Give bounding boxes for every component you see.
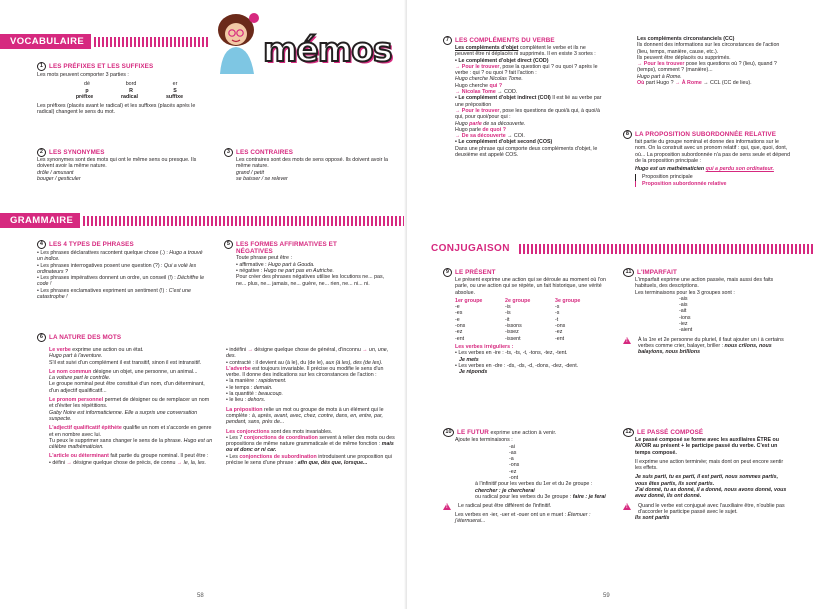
subheading: Les compléments circonstanciels (CC)	[637, 36, 735, 42]
subheading: • Le complément d'objet second (COS)	[455, 139, 553, 146]
ending: -it	[505, 316, 510, 323]
definition: relie un mot ou groupe de mots à un élément qui le complète :	[226, 406, 384, 419]
section-number: 2	[37, 148, 46, 157]
definition: , pose les questions de quoi/à qui, à quoi/à qui, pour quoi/pour qui :	[455, 107, 600, 121]
list-item: • le lieu :	[226, 397, 248, 404]
definition: est toujours invariable. Il précise ou modifie le sens d'un verbe. Il donne des indications sur les circonstances de l'action :	[226, 365, 384, 379]
word-part: bord	[125, 81, 137, 88]
section-heading	[37, 333, 212, 342]
banner-label: GRAMMAIRE	[0, 213, 80, 228]
example: Hugo	[455, 120, 470, 127]
banner-label: CONJUGAISON	[431, 241, 516, 256]
term: parle	[469, 120, 482, 127]
list-item: introduisent une proposition qui précise le sens d'une phrase :	[226, 453, 392, 467]
term: de quoi ?	[482, 126, 506, 133]
section-title: LE PRÉSENT	[455, 269, 496, 276]
banner-stripe	[83, 216, 406, 226]
list-item: • Les phrases exclamatives expriment un sentiment (!) :	[37, 287, 169, 294]
right-page	[407, 0, 813, 609]
endings-table	[455, 304, 613, 342]
definition: sont des mots invariables.	[269, 428, 333, 435]
section-types-phrases	[37, 240, 209, 300]
definition: Le présent exprime une action qui se déroule au moment où l'on parle, ou une action qui se répète, un fait historique, une vérité absolue.	[455, 277, 606, 296]
ending: -ai	[509, 443, 515, 450]
section-number: 10	[443, 428, 454, 437]
ending: -ais	[679, 302, 688, 309]
subheading: • Le complément d'objet indirect (COI)	[455, 95, 551, 102]
definition: Le passé composé se forme avec les auxiliaires ÊTRE ou AVOIR au présent + le participe passé du verbe. C'est un temps composé.	[635, 437, 779, 456]
section-nature-mots	[37, 333, 212, 342]
arrow-icon: →	[455, 133, 462, 140]
definition: ou radical pour les verbes du 3e groupe :	[475, 493, 573, 500]
example: se baisser / se relever	[236, 175, 288, 182]
section-heading	[37, 240, 209, 249]
example: demain.	[253, 384, 273, 391]
ending: -e	[455, 316, 460, 323]
section-title: L'IMPARFAIT	[637, 269, 677, 276]
list-item: • Les 7	[226, 434, 244, 441]
example: Hugo parle	[455, 126, 483, 133]
word-part: er	[172, 81, 178, 88]
section-imparfait	[623, 268, 789, 356]
section-number: 6	[37, 333, 46, 342]
part-name: radical	[120, 93, 139, 100]
term: → À Rome	[674, 80, 702, 87]
example: nous crîions, nous balayions, nous brillions	[638, 342, 772, 356]
section-text: Toute phrase peut être :	[236, 255, 292, 262]
example: beaucoup.	[258, 391, 283, 398]
example: Étemuer : j'éternuerai...	[455, 512, 591, 525]
ending: -is	[505, 310, 511, 317]
section-number: 12	[623, 428, 634, 437]
definition: Tu peux le supprimer sans changer le sens de la phrase.	[49, 437, 184, 444]
group-header: 3e groupe	[555, 297, 581, 304]
arrow-icon: →	[455, 63, 462, 70]
section-passe-compose	[623, 428, 791, 522]
example: aux (à les), des (de les).	[325, 359, 383, 366]
example-highlight: qui a perdu son ordinateur.	[705, 166, 774, 173]
definition: Ils peuvent être déplacés ou supprimés.	[637, 54, 731, 61]
example: rapidement.	[258, 378, 287, 385]
ending: -ent	[555, 335, 565, 342]
list-item: • affirmative :	[236, 261, 269, 268]
list-item: • Les verbes en -ire : -ts, -ts, -t, -tons, -tez, -tent.	[455, 350, 568, 357]
ending: -aient	[679, 327, 693, 334]
section-title: LES SYNONYMES	[49, 149, 105, 156]
list-item: désigne quelque chose de général, d'inconnu	[252, 347, 363, 353]
example: C'est une catastrophe !	[37, 287, 191, 301]
ending: -ons	[509, 462, 520, 469]
label-subordonnee: Proposition subordonnée relative	[635, 181, 791, 187]
subheading: Les verbes irréguliers :	[455, 343, 514, 350]
example: La voiture part le contrôle.	[49, 375, 111, 382]
list-item: • Les	[226, 453, 240, 460]
ending: -s	[555, 310, 560, 317]
section-number: 11	[623, 268, 634, 277]
section-number: 9	[443, 268, 452, 277]
term: Les compléments d'objet	[455, 45, 519, 51]
section-title: LES CONTRAIRES	[236, 149, 294, 156]
example: drôle / amusant	[37, 169, 74, 176]
definition: Ajoute les terminaisons :	[455, 437, 513, 444]
list-item: • la quantité :	[226, 391, 259, 398]
example: chercher : je chercherai	[475, 487, 535, 494]
section-number: 3	[224, 148, 233, 157]
example: Hugo part à Gouda.	[268, 261, 315, 268]
ending: -ons	[555, 323, 566, 330]
arrow-icon: →	[455, 107, 462, 114]
banner-stripe	[94, 37, 210, 47]
term: Nicolas Tome	[461, 89, 496, 96]
warning-icon	[623, 337, 631, 344]
section-futur	[443, 428, 613, 525]
example: Qui a volé les ordinateurs ?	[37, 262, 197, 275]
ending: -t	[555, 316, 559, 323]
section-heading	[623, 268, 789, 277]
section-complements-verbe	[443, 36, 603, 158]
nature-col-2	[226, 347, 396, 466]
section-title: LES COMPLÉMENTS DU VERBE	[455, 37, 555, 44]
section-contraires	[224, 148, 394, 182]
definition: S'il est suivi d'un complément il est transitif, sinon il est intransitif.	[49, 359, 202, 366]
section-text: Pour créer des phrases négatives utilise les locutions ne... pas, ne... plus, ne... jamais, ne... guère, ne... rien, ne... ni... ni.	[236, 274, 385, 287]
list-item: • négative :	[236, 268, 264, 274]
list-item: • Les verbes en -dre : -ds, -ds, -d, -dons, -dez, -dent.	[455, 362, 579, 369]
endings-col-2	[505, 304, 545, 342]
section-subordonnee-relative	[623, 130, 791, 187]
example: un, une, des.	[226, 347, 389, 360]
label-principale: Proposition principale	[635, 174, 791, 180]
example: à, après, avant, avec, chez, contre, dans, en, entre, par, pendant, sans, près de...	[226, 412, 383, 426]
ending: -es	[455, 310, 463, 317]
list-item: • Les phrases impératives donnent un ordre, un conseil (!) :	[37, 275, 178, 282]
section-title: LES 4 TYPES DE PHRASES	[49, 241, 134, 248]
section-number: 4	[37, 240, 46, 249]
list-item: • contracté : il devient au (à le), du (de le),	[226, 359, 326, 366]
term: Les conjonctions	[226, 428, 270, 435]
definition: Il exprime une action terminée; mais dont on peut encore sentir les effets.	[635, 458, 784, 472]
list-item: • défini	[49, 459, 67, 466]
section-title: LE PASSÉ COMPOSÉ	[637, 429, 704, 436]
warning-icon	[443, 503, 451, 510]
ending: -ez	[509, 468, 517, 475]
ending: -ait	[679, 308, 687, 315]
example: de sa découverte.	[481, 120, 526, 127]
definition: désigne un objet, une personne, un animal...	[91, 368, 198, 375]
banner-grammaire	[0, 213, 406, 228]
term: L'adjectif qualificatif épithète	[49, 425, 122, 432]
subheading: • Le complément d'objet direct (COD)	[455, 57, 549, 64]
example: Hugo est un célèbre mathématicien.	[49, 437, 213, 451]
definition: fait partie du groupe nominal et donne des informations sur le nom. On la construit avec un pronom relatif : qui, que, quoi, dont, où... La proposition subordonnée n'a pas de sens seule et dépend de la proposition principale :	[635, 139, 791, 164]
ending: -ont	[509, 474, 519, 481]
section-title: LES FORMES AFFIRMATIVES ET NÉGATIVES	[236, 241, 337, 256]
term: Pour le trouver	[461, 107, 500, 114]
list-item: • indéfini	[226, 347, 248, 353]
term: conjonctions de coordination	[243, 434, 318, 441]
definition: Dans une phrase qui comporte deux compléments d'objet, le deuxième est appelé COS.	[455, 145, 598, 159]
definition: Les terminaisons pour les 3 groupes sont :	[635, 289, 735, 296]
ending: -ez	[455, 329, 463, 336]
imparfait-endings	[635, 296, 789, 334]
example: Déchiffre le code !	[37, 275, 205, 288]
section-title: LA PROPOSITION SUBORDONNÉE RELATIVE	[635, 131, 776, 138]
group-header: 1er groupe	[455, 297, 483, 304]
list-item: désigne quelque chose de précis, de connu	[71, 459, 177, 466]
example: Je mets	[459, 356, 479, 363]
section-title: LE FUTUR	[457, 429, 489, 436]
section-text: Les mots peuvent comporter 3 parties :	[37, 72, 129, 78]
term: qui ?	[489, 82, 503, 89]
definition: pose les questions où ? (lieu), quand ? (temps), comment ? (manière)...	[637, 61, 777, 74]
term: L'adverbe	[226, 365, 251, 372]
warning-text: Le radical peut être différent de l'infinitif.	[458, 503, 552, 510]
example: le, la, les.	[182, 459, 207, 466]
definition: Il est lié au verbe par une préposition	[455, 95, 602, 108]
example: Hugo a trouvé un indice.	[37, 250, 203, 263]
endings-col-1	[455, 304, 495, 342]
definition: Ils donnent des informations sur les circonstances de l'action (lieu, temps, manière, cause, etc.).	[637, 42, 780, 55]
section-heading	[443, 36, 603, 45]
part-letter: S	[173, 87, 177, 94]
section-heading	[224, 148, 394, 157]
futur-endings	[455, 444, 613, 482]
section-circonstanciels	[637, 36, 787, 86]
term: Le verbe	[49, 347, 71, 353]
section-heading	[623, 428, 791, 437]
term: Le pronom personnel	[49, 397, 104, 404]
page-number: 59	[603, 593, 610, 599]
section-synonymes	[37, 148, 207, 182]
arrow-icon: →	[637, 61, 644, 68]
banner-vocabulaire	[0, 34, 210, 49]
ending: -a	[509, 456, 514, 463]
definition: Les verbes en -ier, -uer et -ouer ont un e muet :	[455, 512, 568, 519]
warning-icon	[623, 503, 631, 510]
definition: permet de désigner ou de remplacer un nom et d'éviter les répétitions.	[49, 397, 210, 410]
page-number: 58	[197, 593, 204, 599]
example: Hugo part à Rome.	[637, 73, 682, 80]
example: Je suis parti, tu es parti, il est parti, nous sommes partis, vous êtes partis, ils sont partis.	[635, 474, 779, 487]
arrow-icon: →	[66, 459, 72, 466]
example: afin que, dès que, lorsque...	[297, 460, 368, 467]
ending: -ons	[455, 323, 466, 330]
ending: -s	[555, 304, 560, 311]
example: dehors.	[247, 397, 266, 404]
section-title: LA NATURE DES MOTS	[49, 334, 122, 341]
example: Ils sont partis	[635, 515, 670, 522]
definition: → CCL (CC de lieu).	[701, 80, 752, 87]
section-prefixes-suffixes	[37, 62, 212, 116]
part-name: préfixe	[75, 93, 94, 100]
section-heading	[37, 62, 212, 71]
term: Le nom commun	[49, 368, 92, 375]
list-item: servent à relier des mots ou des propositions de même nature grammaticale et de même fonction :	[226, 434, 395, 448]
example: faire : je ferai	[572, 493, 606, 500]
arrow-icon: →	[176, 459, 183, 466]
ending: -ais	[679, 295, 688, 302]
ending: -e	[455, 304, 460, 311]
section-number: 1	[37, 62, 46, 71]
mascot-illustration	[212, 10, 262, 74]
term: conjonctions de subordination	[239, 453, 317, 460]
section-heading	[443, 428, 613, 437]
definition: → COD.	[495, 89, 518, 96]
group-header: 2e groupe	[505, 297, 531, 304]
ending: -issez	[505, 329, 519, 336]
ending: -ions	[679, 314, 691, 321]
word-part: dé	[84, 81, 90, 88]
section-text: Les contraires sont des mots de sens opposé. Ils doivent avoir la même nature.	[236, 157, 388, 170]
ending: -ez	[555, 329, 563, 336]
section-heading	[224, 240, 392, 255]
term: L'article ou déterminant	[49, 453, 109, 460]
banner-conjugaison	[431, 241, 813, 256]
term: Où	[637, 80, 645, 87]
list-item: • la manière :	[226, 378, 259, 385]
ending: -is	[505, 304, 511, 311]
logo-text: mémos	[263, 29, 392, 69]
arrow-icon: →	[455, 89, 462, 96]
example: Hugo est un mathématicien	[635, 166, 706, 173]
ending: -ent	[455, 335, 465, 342]
memos-logo	[263, 29, 392, 69]
section-text: Les préfixes (placés avant le radical) et les suffixes (placés après le radical) changent le sens du mot.	[37, 103, 196, 116]
list-item: • Les phrases interrogatives posent une question (?) :	[37, 262, 164, 269]
list-item: • Les phrases déclaratives racontent quelque chose (.) :	[37, 250, 170, 256]
definition: à l'infinitif pour les verbes du 1er et du 2e groupe :	[475, 481, 593, 488]
ending: -as	[509, 449, 517, 456]
ending: -issent	[505, 335, 521, 342]
section-title-text: exprime une action à venir.	[488, 430, 557, 436]
example: mais ou et donc or ni car.	[226, 441, 394, 454]
term: De sa découverte	[461, 133, 506, 140]
section-number: 8	[623, 130, 632, 139]
section-number: 5	[224, 240, 233, 249]
part-name: suffixe	[165, 93, 184, 100]
definition: , pose la question qui ? ou quoi ? après le verbe : qui ? ou quoi ? fait l'action :	[455, 63, 598, 77]
example: part Hugo ?	[644, 80, 675, 87]
example: J'ai donné, tu as donné, il a donné, nous avons donné, vous avez donné, ils ont donné.	[635, 487, 787, 500]
definition: exprime une action ou un état.	[70, 347, 144, 353]
ending: -issons	[505, 323, 522, 330]
section-formes	[224, 240, 392, 287]
definition: → COI.	[505, 133, 525, 140]
section-title: LES PRÉFIXES ET LES SUFFIXES	[49, 63, 154, 70]
warning-text: Quand le verbe est conjugué avec l'auxiliaire être, n'oublie pas d'accorder le participe passé avec le sujet.	[638, 502, 785, 515]
definition: Le groupe nominal peut être constitué d'un nom, d'un déterminant, d'un adjectif qualificatif...	[49, 381, 205, 394]
left-page	[0, 0, 406, 609]
section-number: 7	[443, 36, 452, 45]
example: Gaby Noire est informaticienne. Elle a surpris une conversation suspecte.	[49, 409, 198, 422]
section-heading	[623, 130, 791, 139]
list-item: • le temps :	[226, 384, 254, 391]
definition: complètent le verbe et ils ne peuvent être ni déplacés ni supprimés. Il en existe 3 sortes :	[455, 45, 596, 58]
banner-label: VOCABULAIRE	[0, 34, 91, 49]
example: bouger / gesticuler	[37, 175, 81, 182]
example: Hugo cherche	[455, 82, 490, 89]
mascot-icon	[212, 10, 262, 74]
example: grand / petit	[236, 169, 264, 176]
section-heading	[37, 148, 207, 157]
arrow-icon: →	[362, 347, 368, 353]
word-part-names	[37, 94, 212, 100]
example: Je réponds	[459, 369, 488, 376]
example: Hugo cherche Nicolas Tome.	[455, 76, 523, 83]
definition: L'imparfait exprime une action passée, mais aussi des faits habituels, des descriptions.	[635, 277, 774, 290]
section-text: Les synonymes sont des mots qui ont le même sens ou presque. Ils doivent avoir la même nature.	[37, 157, 197, 170]
definition: fait partie du groupe nominal. Il peut être :	[108, 453, 209, 460]
part-letter: p	[85, 87, 89, 94]
definition: qualifie un nom et s'accorde en genre et en nombre avec lui.	[49, 425, 212, 438]
nature-col-1	[49, 347, 213, 466]
ending: -iez	[679, 321, 688, 328]
term: Pour les trouver	[643, 61, 685, 68]
term: La préposition	[226, 406, 263, 413]
arrow-icon: →	[247, 347, 253, 353]
term: Pour le trouver	[461, 63, 500, 70]
warning-text: À la 1re et 2e personne du pluriel, il faut ajouter un i à certains verbes comme crier, balayer, briller :	[638, 336, 784, 349]
section-heading	[443, 268, 613, 277]
example: Hugo part à l'aventure.	[49, 353, 103, 360]
section-present	[443, 268, 613, 375]
example: Hugo ne part pas en Autriche.	[263, 268, 334, 274]
endings-col-3	[555, 304, 595, 342]
part-letter: R	[129, 87, 133, 94]
banner-stripe	[519, 244, 813, 254]
